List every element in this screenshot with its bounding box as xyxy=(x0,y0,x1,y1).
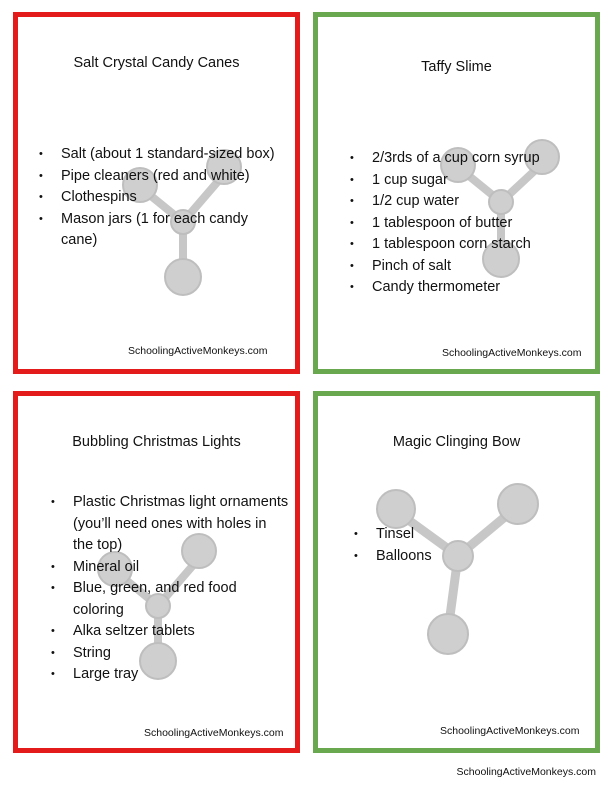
list-item: • Pipe cleaners (red and white) xyxy=(39,167,250,184)
supply-list xyxy=(49,492,289,686)
list-item: • 1 cup sugar xyxy=(350,171,448,188)
list-item: • 1 tablespoon corn starch xyxy=(350,236,531,252)
card-footer: SchoolingActiveMonkeys.com xyxy=(128,345,268,357)
list-item: • Plastic Christmas light ornaments (you’ll need ones with holes in the top) xyxy=(51,494,289,553)
list-item: • 1 tablespoon of butter xyxy=(350,214,513,231)
list-item: • Mineral oil xyxy=(51,558,140,575)
list-item: • String xyxy=(51,644,111,661)
card-title: Salt Crystal Candy Canes xyxy=(73,55,240,71)
card-taffy-slime xyxy=(313,12,600,374)
list-item: • Mason jars (1 for each candy cane) xyxy=(39,210,248,248)
molecule-icon xyxy=(368,476,548,666)
card-footer: SchoolingActiveMonkeys.com xyxy=(442,347,582,359)
list-item: • Salt (about 1 standard-sized box) xyxy=(39,146,275,162)
card-footer: SchoolingActiveMonkeys.com xyxy=(144,727,284,739)
supply-list xyxy=(348,148,588,299)
list-item: • Blue, green, and red food coloring xyxy=(51,580,237,618)
supply-list xyxy=(352,524,552,567)
list-item: • Tinsel xyxy=(354,526,415,542)
supply-list xyxy=(37,144,277,252)
card-magic-clinging-bow xyxy=(313,391,600,753)
list-item: • 2/3rds of a cup corn syrup xyxy=(350,150,540,166)
list-item: • Alka seltzer tablets xyxy=(51,623,195,639)
list-item: • 1/2 cup water xyxy=(350,193,460,209)
list-item: • Clothespins xyxy=(39,189,137,205)
list-item: • Pinch of salt xyxy=(350,257,451,274)
list-item: • Balloons xyxy=(354,547,432,564)
page-footer: SchoolingActiveMonkeys.com xyxy=(456,766,596,778)
card-title: Bubbling Christmas Lights xyxy=(72,434,241,450)
card-title: Taffy Slime xyxy=(421,59,492,75)
card-salt-crystal-candy-canes xyxy=(13,12,300,374)
card-title: Magic Clinging Bow xyxy=(392,434,521,450)
card-footer: SchoolingActiveMonkeys.com xyxy=(440,725,580,737)
list-item: • Candy thermometer xyxy=(350,279,501,295)
card-bubbling-christmas-lights xyxy=(13,391,300,753)
list-item: • Large tray xyxy=(51,666,139,682)
